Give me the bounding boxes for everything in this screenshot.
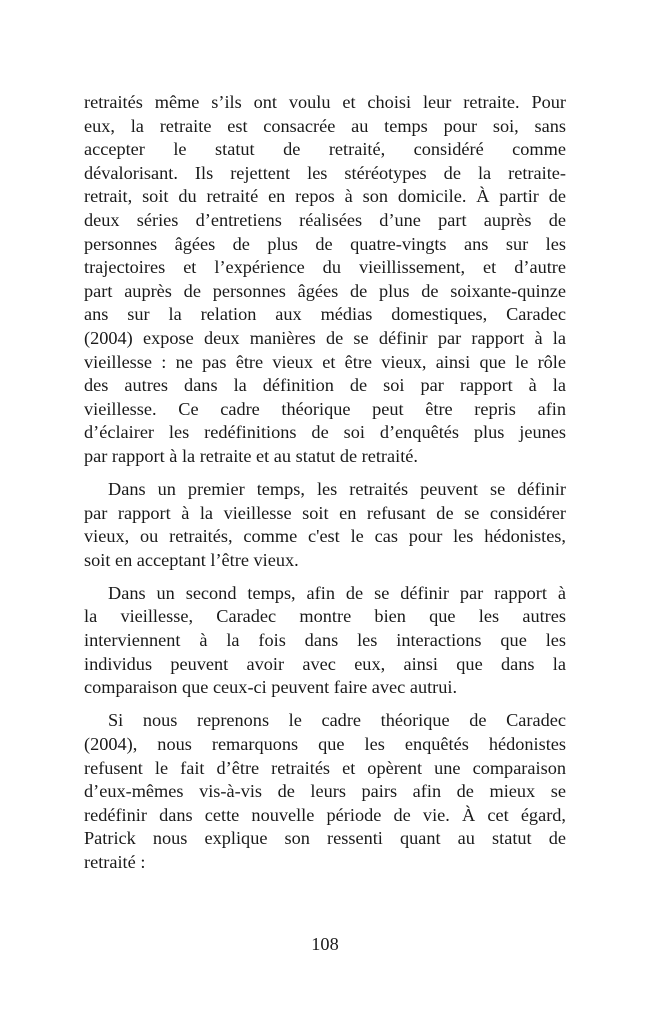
text-line: eux, la retraite est consacrée au temps pour soi, sans (84, 115, 566, 136)
text-line: vieux, ou retraités, comme c'est le cas pour les hédonistes, (84, 526, 566, 547)
text-line: Si nous reprenons le cadre théorique de Caradec (108, 710, 566, 731)
text-line: (2004) expose deux manières de se définir par rapport à la (84, 327, 566, 348)
text-line: deux séries d’entretiens réalisées d’une part auprès de (84, 209, 566, 230)
text-line: Dans un second temps, afin de se définir par rapport à (108, 582, 566, 603)
text-line: vieillesse : ne pas être vieux et être vieux, ainsi que le rôle (84, 351, 566, 372)
text-line: refusent le fait d’être retraités et opèrent une comparaison (84, 757, 566, 778)
text-line: trajectoires et l’expérience du vieillissement, et d’autre (84, 257, 566, 278)
text-line: ans sur la relation aux médias domestiques, Caradec (84, 304, 566, 325)
paragraph (84, 478, 566, 572)
text-line: retraités même s’ils ont voulu et choisi leur retraite. Pour (84, 92, 566, 112)
text-line: Dans un premier temps, les retraités peuvent se définir (108, 479, 566, 499)
text-line: part auprès de personnes âgées de plus de soixante-quinze (84, 280, 566, 301)
text-line: vieillesse. Ce cadre théorique peut être repris afin (84, 398, 566, 419)
text-line: des autres dans la définition de soi par rapport à la (84, 375, 566, 396)
text-line: personnes âgées de plus de quatre-vingts ans sur les (84, 233, 566, 254)
text-line: d’eux-mêmes vis-à-vis de leurs pairs afin de mieux se (84, 781, 566, 802)
text-line: individus peuvent avoir avec eux, ainsi que dans la (84, 653, 566, 674)
paragraph (84, 582, 566, 700)
paragraph (84, 709, 566, 874)
text-line: par rapport à la retraite et au statut de retraité. (84, 445, 418, 466)
text-line: retrait, soit du retraité en repos à son domicile. À partir de (84, 186, 566, 207)
text-line: dévalorisant. Ils rejettent les stéréotypes de la retraite- (84, 162, 566, 183)
text-line: comparaison que ceux-ci peuvent faire avec autrui. (84, 677, 458, 698)
text-line: redéfinir dans cette nouvelle période de vie. À cet égard, (84, 804, 566, 825)
page-number: 108 (311, 934, 339, 954)
paragraph (84, 91, 566, 469)
text-line: d’éclairer les redéfinitions de soi d’enquêtés plus jeunes (84, 422, 566, 443)
text-line: par rapport à la vieillesse soit en refusant de se considérer (84, 502, 566, 523)
text-line: soit en acceptant l’être vieux. (84, 549, 299, 570)
text-line: la vieillesse, Caradec montre bien que les autres (84, 606, 566, 627)
text-line: accepter le statut de retraité, considéré comme (84, 139, 566, 160)
text-line: Patrick nous explique son ressenti quant au statut de (84, 828, 566, 849)
text-line: (2004), nous remarquons que les enquêtés hédonistes (84, 733, 566, 754)
text-line: retraité : (84, 851, 146, 872)
text-line: interviennent à la fois dans les interactions que les (84, 630, 566, 651)
body-text (84, 91, 566, 884)
